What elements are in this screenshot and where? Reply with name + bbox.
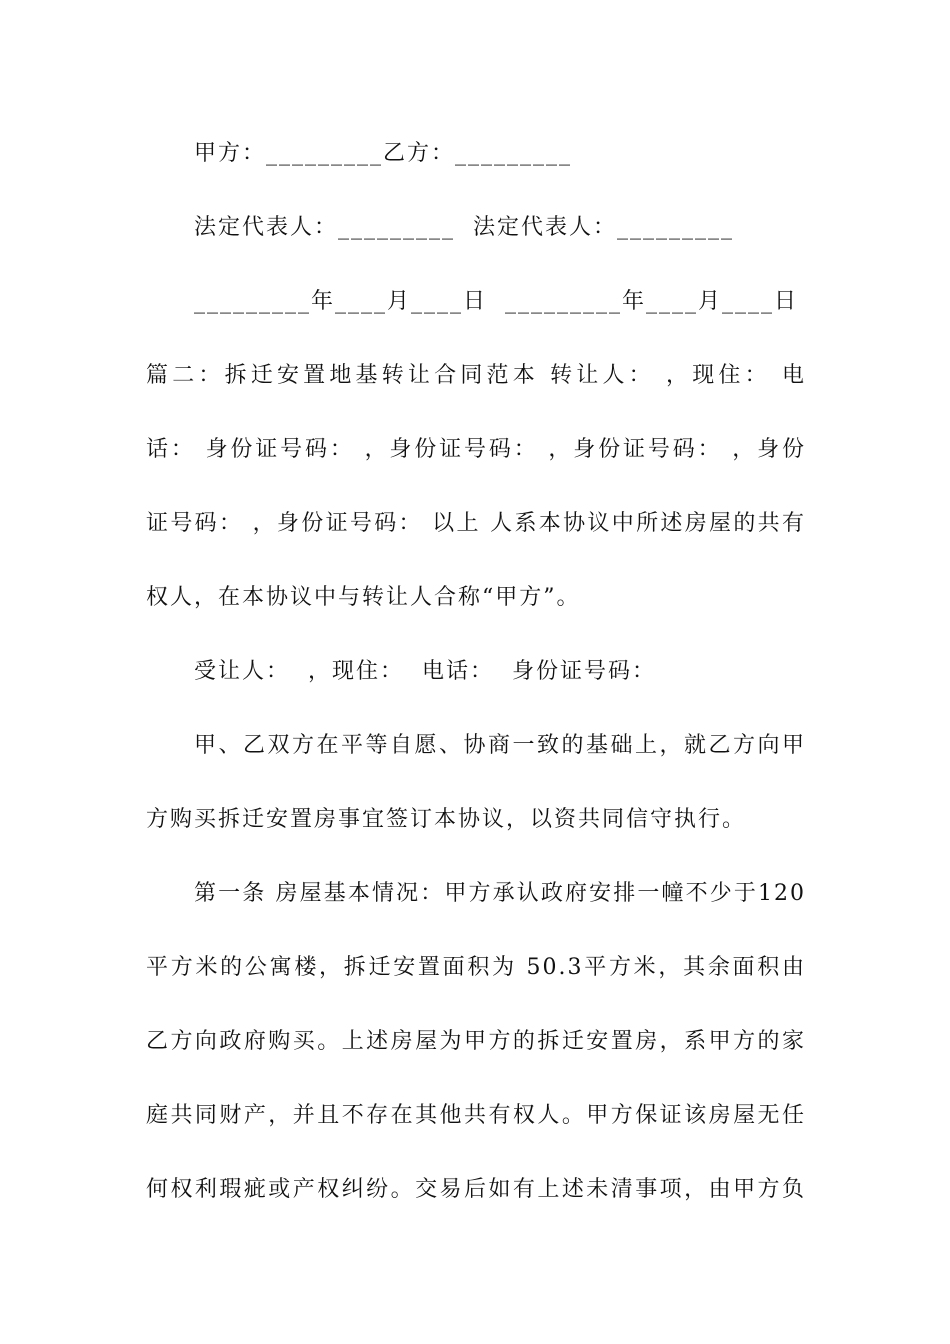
text-line: 第一条 房屋基本情况：甲方承认政府安排一幢不少于120 [194,881,806,906]
text-line: 证号码： ，身份证号码： 以上 人系本协议中所述房屋的共有 [146,511,806,536]
text-line: 方购买拆迁安置房事宜签订本协议，以资共同信守执行。 [146,807,747,832]
text-line: 乙方向政府购买。上述房屋为甲方的拆迁安置房，系甲方的家 [146,1029,806,1054]
signature-representative-line: 法定代表人：_________ 法定代表人：_________ [194,215,734,240]
signature-date-line: _________年____月____日 _________年____月____日 [194,289,798,314]
text-line: 权人，在本协议中与转让人合称“甲方”。 [146,585,581,610]
text-line: 甲、乙双方在平等自愿、协商一致的基础上，就乙方向甲 [194,733,806,758]
text-line: 平方米的公寓楼，拆迁安置面积为 50.3平方米，其余面积由 [146,955,806,980]
text-line: 何权利瑕疵或产权纠纷。交易后如有上述未清事项，由甲方负 [146,1177,806,1202]
text-line: 篇二：拆迁安置地基转让合同范本 转让人： ，现住： 电 [146,363,806,388]
signature-party-line: 甲方：_________乙方：_________ [194,141,573,166]
text-line: 庭共同财产，并且不存在其他共有权人。甲方保证该房屋无任 [146,1103,806,1128]
text-line: 话： 身份证号码： ，身份证号码： ，身份证号码： ，身份 [146,437,806,462]
text-line: 受让人： ，现住： 电话： 身份证号码： [194,659,656,684]
